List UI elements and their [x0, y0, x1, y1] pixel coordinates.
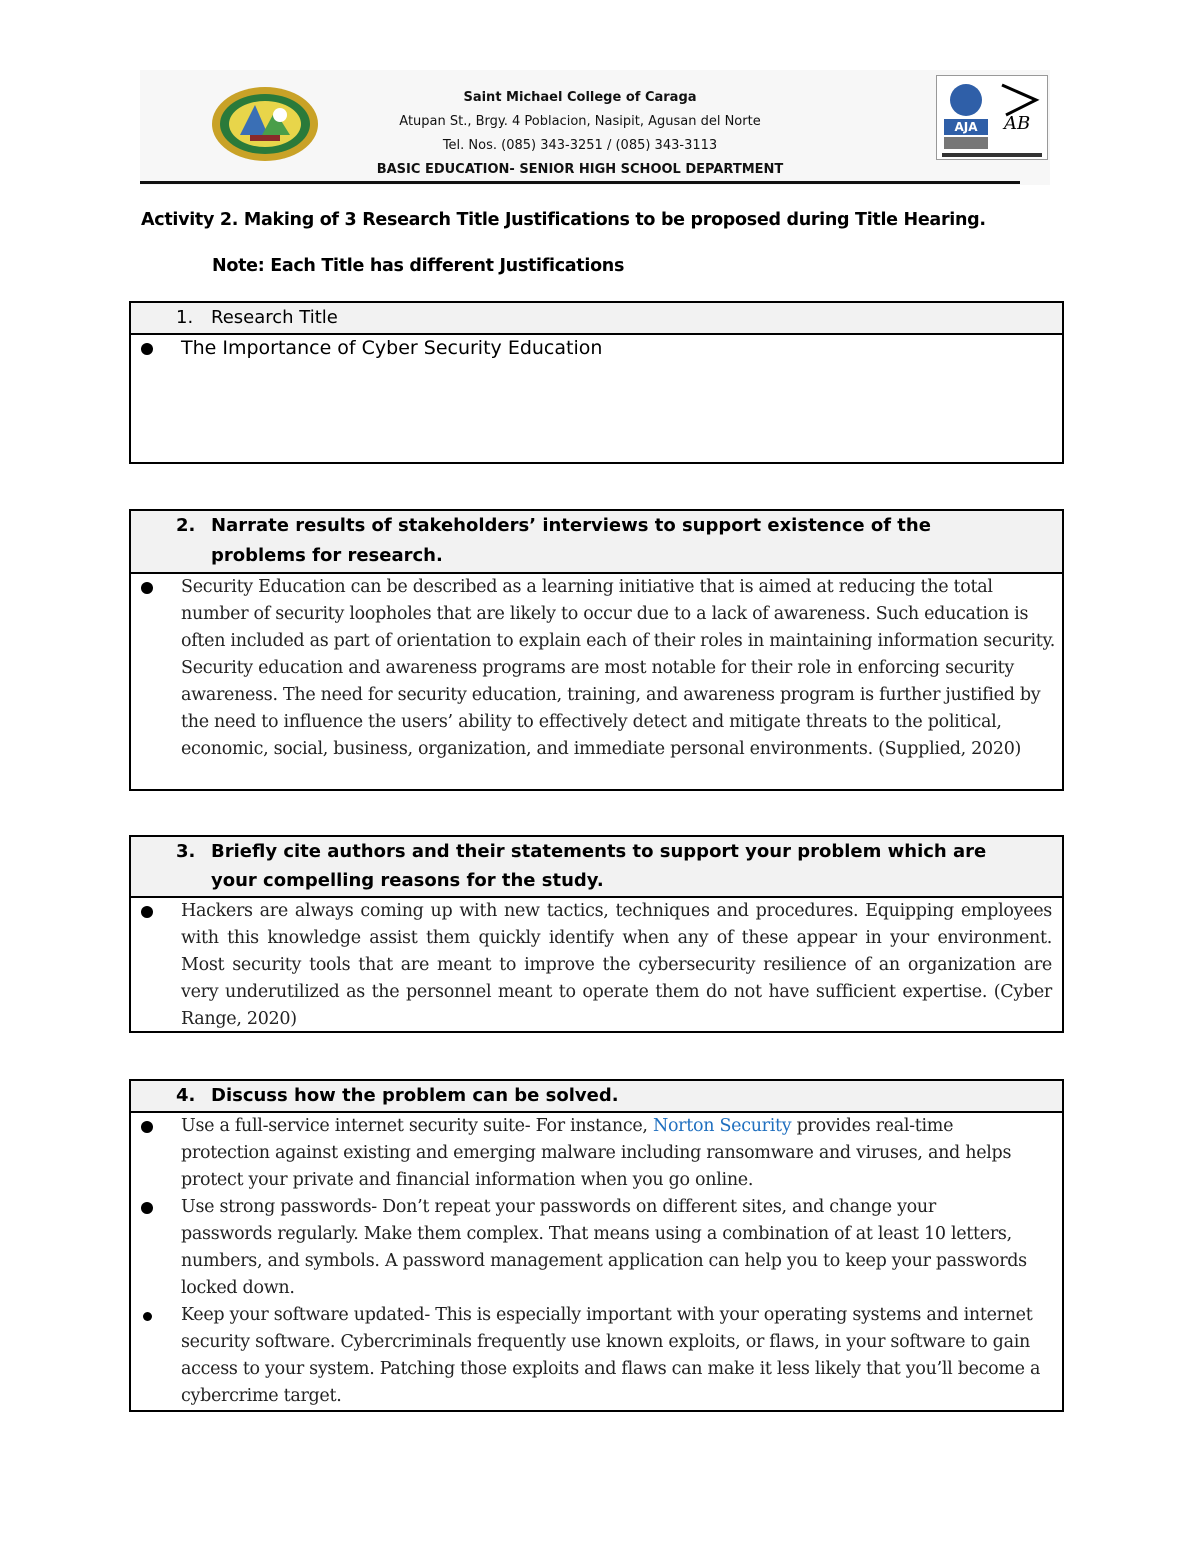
department-name: BASIC EDUCATION- SENIOR HIGH SCHOOL DEPARTMENT [376, 162, 784, 177]
section-heading [131, 1081, 1062, 1113]
school-address: Atupan St., Brgy. 4 Poblacion, Nasipit, Agusan del Norte [399, 114, 761, 129]
activity-title: Activity 2. Making of 3 Research Title Justifications to be proposed during Title Hearing. [141, 210, 986, 230]
accreditation-logo [936, 75, 1048, 160]
bullet-text-continued: provides real-time protection against existing and emerging malware including ransomware and viruses, and helps protect your private and financial information when you go online. [181, 1116, 1012, 1190]
school-name: Saint Michael College of Caraga [463, 90, 697, 105]
bullet-item [131, 335, 1062, 362]
bullet-text: Security Education can be described as a learning initiative that is aimed at reducing the total number of security loopholes that are likely to occur due to a lack of awareness. Such education is often included as part of orientation to explain each of their roles in maintaining information security. Security education and awareness programs are most notable for their role in enforcing security awareness. The need for security education, training, and awareness program is further justified by the need to influence the users’ ability to effectively detect and mitigate threats to the political, economic, social, business, organization, and immediate personal environments. (Supplied, 2020) [181, 577, 1056, 759]
section-heading [131, 511, 1062, 574]
section-heading-text: Briefly cite authors and their statements to support your problem which are your compelling reasons for the study. [211, 841, 987, 891]
section-heading [131, 303, 1062, 335]
section-number: 4. [176, 1085, 196, 1106]
bullet-icon [141, 343, 153, 355]
section-number: 1. [176, 307, 194, 328]
bullet-item [131, 1194, 1062, 1302]
svg-text:AB: AB [1004, 113, 1031, 134]
bullet-text: Use a full-service internet security suite- For instance, [181, 1116, 653, 1136]
bullet-text: Hackers are always coming up with new tactics, techniques and procedures. Equipping employees with this knowledge assist them quickly identify when any of these appear in your environment. Most security tools that are meant to improve the cybersecurity resilience of an organization are very underutilized as the personnel meant to operate them do not have sufficient expertise. (Cyber Range, 2020) [181, 901, 1052, 1029]
bullet-icon [141, 906, 153, 918]
school-phone: Tel. Nos. (085) 343-3251 / (085) 343-3113 [442, 138, 718, 153]
bullet-item [131, 898, 1062, 1033]
bullet-icon [141, 582, 153, 594]
section-number: 3. [176, 841, 196, 862]
section-number: 2. [176, 515, 196, 536]
header-divider [140, 181, 1020, 184]
svg-text:AJA: AJA [954, 120, 978, 134]
bullet-item [131, 1113, 1062, 1194]
bullet-text: Keep your software updated- This is especially important with your operating systems and internet security software. Cybercriminals frequently use known exploits, or flaws, in your software to gain access to your system. Patching those exploits and flaws can make it less likely that you’ll become a cybercrime target. [181, 1305, 1041, 1406]
bullet-text: The Importance of Cyber Security Education [181, 337, 603, 359]
note-text: Note: Each Title has different Justifications [212, 256, 625, 276]
letterhead-text [300, 86, 860, 182]
bullet-item [131, 1302, 1062, 1410]
section-heading-text: Research Title [211, 307, 338, 328]
section-solutions [129, 1079, 1064, 1412]
bullet-item [131, 574, 1062, 763]
section-authors [129, 835, 1064, 1033]
section-heading-text: Discuss how the problem can be solved. [211, 1085, 619, 1106]
bullet-icon [141, 1121, 153, 1133]
section-heading [131, 837, 1062, 898]
section-heading-text: Narrate results of stakeholders’ interviews to support existence of the problems for research. [211, 515, 931, 566]
bullet-icon [143, 1312, 152, 1321]
bullet-text: Use strong passwords- Don’t repeat your passwords on different sites, and change your passwords regularly. Make them complex. That means using a combination of at least 10 letters, numbers, and symbols. A password management application can help you to keep your passwords locked down. [181, 1197, 1027, 1298]
section-stakeholders [129, 509, 1064, 791]
norton-security-link[interactable]: Norton Security [652, 1116, 792, 1136]
bullet-icon [141, 1202, 153, 1214]
section-research-title [129, 301, 1064, 464]
